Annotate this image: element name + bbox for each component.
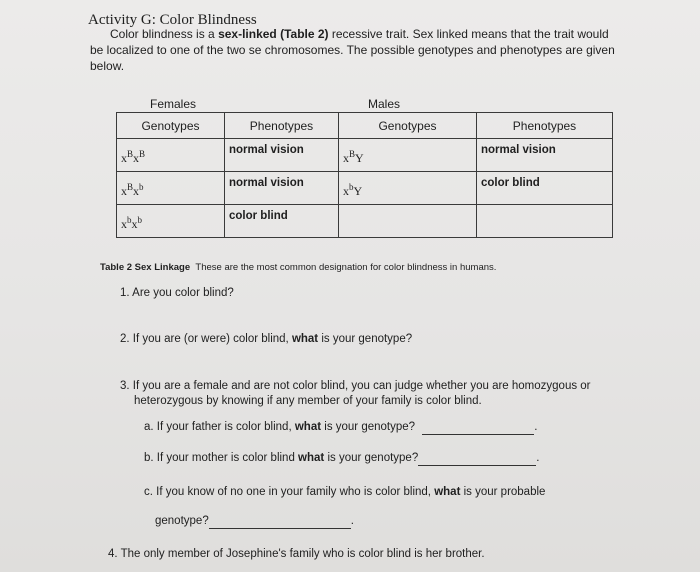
female-genotype-cell <box>117 205 225 238</box>
question-3a: a. If your father is color blind, what is your genotype? . <box>144 421 538 433</box>
header-female-phenotypes: Phenotypes <box>225 113 339 139</box>
females-label: Females <box>150 97 197 111</box>
question-text: is your genotype? <box>318 333 413 345</box>
question-text: genotype? <box>155 515 209 527</box>
question-4: 4. The only member of Josephine's family who is color blind is her brother. <box>108 548 485 560</box>
male-phenotype-cell <box>477 205 613 238</box>
caption-text: These are the most common designation for color blindness in humans. <box>195 262 497 273</box>
intro-paragraph <box>90 26 650 74</box>
sex-linkage-table <box>116 112 613 238</box>
genotype-text: $x^Bx^b$ <box>121 182 144 198</box>
female-phenotype-cell: color blind <box>225 205 339 238</box>
genotype-text: $x^BY$ <box>343 149 364 165</box>
table-row <box>117 205 613 238</box>
males-label: Males <box>368 97 401 111</box>
question-3c <box>144 485 545 500</box>
answer-blank-3a[interactable] <box>422 422 534 435</box>
table-caption <box>100 262 496 273</box>
header-female-genotypes: Genotypes <box>117 113 225 139</box>
male-phenotype-cell: color blind <box>477 172 613 205</box>
question-2 <box>120 332 412 347</box>
female-genotype-cell <box>117 172 225 205</box>
female-genotype-cell <box>117 139 225 172</box>
table-header-row <box>117 113 613 139</box>
question-emphasis: what <box>434 486 461 498</box>
header-male-genotypes: Genotypes <box>339 113 477 139</box>
question-3 <box>120 379 630 409</box>
question-text: c. If you know of no one in your family who is color blind, <box>144 486 435 498</box>
male-phenotype-cell: normal vision <box>477 139 613 172</box>
intro-line-2: be localized to one of the two se chromosomes. The possible genotypes and phenotypes are given <box>90 43 615 57</box>
intro-emphasis: sex-linked (Table 2) <box>218 27 329 41</box>
female-phenotype-cell: normal vision <box>225 172 339 205</box>
question-3c-line-2: genotype? . <box>155 515 354 527</box>
male-genotype-cell <box>339 205 477 238</box>
header-male-phenotypes: Phenotypes <box>477 113 613 139</box>
question-text: b. If your mother is color blind <box>144 452 299 464</box>
table-row <box>117 139 613 172</box>
question-emphasis: what <box>298 452 325 464</box>
question-3b: b. If your mother is color blind what is your genotype? . <box>144 452 540 464</box>
table-row <box>117 172 613 205</box>
question-1: 1. Are you color blind? <box>120 287 234 299</box>
intro-text: recessive trait. Sex linked means that the trait would <box>328 27 609 41</box>
question-text: is your genotype? <box>321 421 416 433</box>
male-genotype-cell <box>339 139 477 172</box>
intro-line-3: below. <box>90 59 125 73</box>
answer-blank-3c[interactable] <box>209 516 351 529</box>
genotype-text: $x^bx^b$ <box>121 215 142 231</box>
genotype-text: $x^bY$ <box>343 182 363 198</box>
question-3-line-1: 3. If you are a female and are not color blind, you can judge whether you are homozygous or <box>120 380 591 392</box>
question-3-line-2: heterozygous by knowing if any member of your family is color blind. <box>134 395 482 407</box>
genotype-text: $x^Bx^B$ <box>121 149 146 165</box>
question-emphasis: what <box>294 421 322 433</box>
question-text: is your probable <box>460 486 546 498</box>
question-text: a. If your father is color blind, <box>144 421 295 433</box>
male-genotype-cell <box>339 172 477 205</box>
intro-text: Color blindness is a <box>110 27 219 41</box>
answer-blank-3b[interactable] <box>418 453 536 466</box>
activity-title: Activity G: Color Blindness <box>88 12 257 28</box>
caption-label: Table 2 Sex Linkage <box>100 262 191 273</box>
question-emphasis: what <box>291 333 319 345</box>
question-text: 2. If you are (or were) color blind, <box>120 333 292 345</box>
female-phenotype-cell: normal vision <box>225 139 339 172</box>
question-text: is your genotype? <box>324 452 419 464</box>
